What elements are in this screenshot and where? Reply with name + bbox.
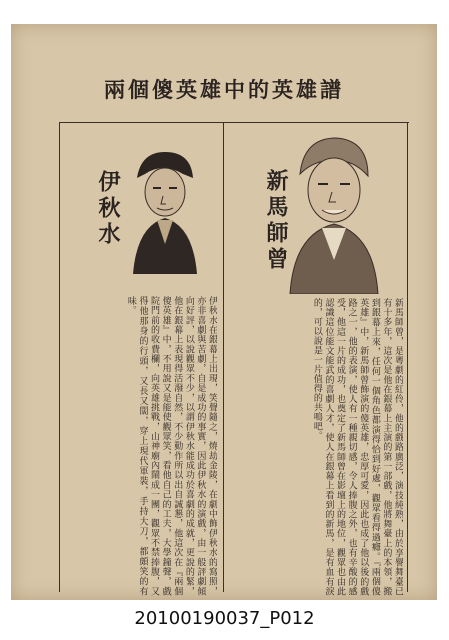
right-portrait (284, 130, 382, 294)
left-portrait (123, 144, 203, 274)
page-title: 兩個傻英雄中的英雄譜 (104, 77, 344, 102)
magazine-page (11, 24, 437, 600)
column-divider (223, 122, 224, 592)
right-person-name: 新馬師曾 (263, 169, 289, 273)
right-article-text: 新馬師曾，是粵劇的紅伶，他的戲路廣泛，演技純熟，由於享譽舞臺已有十多年，這次是他在銀幕上主演的第一部戲，他將舞臺上的本領，搬到銀幕上來，任何一個角色都演得恰到好處，觀眾看得過癮。『兩個傻英雄』中，新馬師曾飾演的傻英雄，忠厚可愛，因此也成了他以後的戲路之一，他的表演，使人有一種親切感，令人捧腹之外，也有辛酸的感受，他這一片的成功，也奠定了新馬師曾在影壇上的地位，觀眾也由此認識這位能文能武的喜劇人才，使人在銀幕上看到的新馬，是有血有淚的，可以說是一片值得的共鳴吧。 (311, 298, 403, 596)
left-article-text: 伊秋水在銀幕上出現，笑聲隨之，燒劫金陵，在劇中飾伊秋水的寫照，亦非喜劇與苦劇，自是成功的事實，因此伊秋水的演戲，由一般評劇傾向好評，以說觀眾不少，以謂伊秋水能成功於喜劇的成就，更說的緊，他在銀幕上表現得活潑自然，不少動作所以出自誠懇，他這次在『兩個傻英雄』中，不用說又是能使觀眾笑，看他自己的工夫，大學鐘聲，戲院門前的收費欄，向英雄挑戰，山神廟內鬧成一團，觀眾不禁捧腹，又得他那身的行頭，又長又闊，穿上現代軍裝，手持大刀，都頗笑的有味。 (125, 296, 217, 596)
archive-caption: 20100190037_P012 (134, 608, 315, 629)
title-rule (59, 122, 409, 123)
right-border (407, 122, 408, 592)
left-person-name: 伊秋水 (95, 170, 121, 248)
left-border (59, 122, 60, 592)
